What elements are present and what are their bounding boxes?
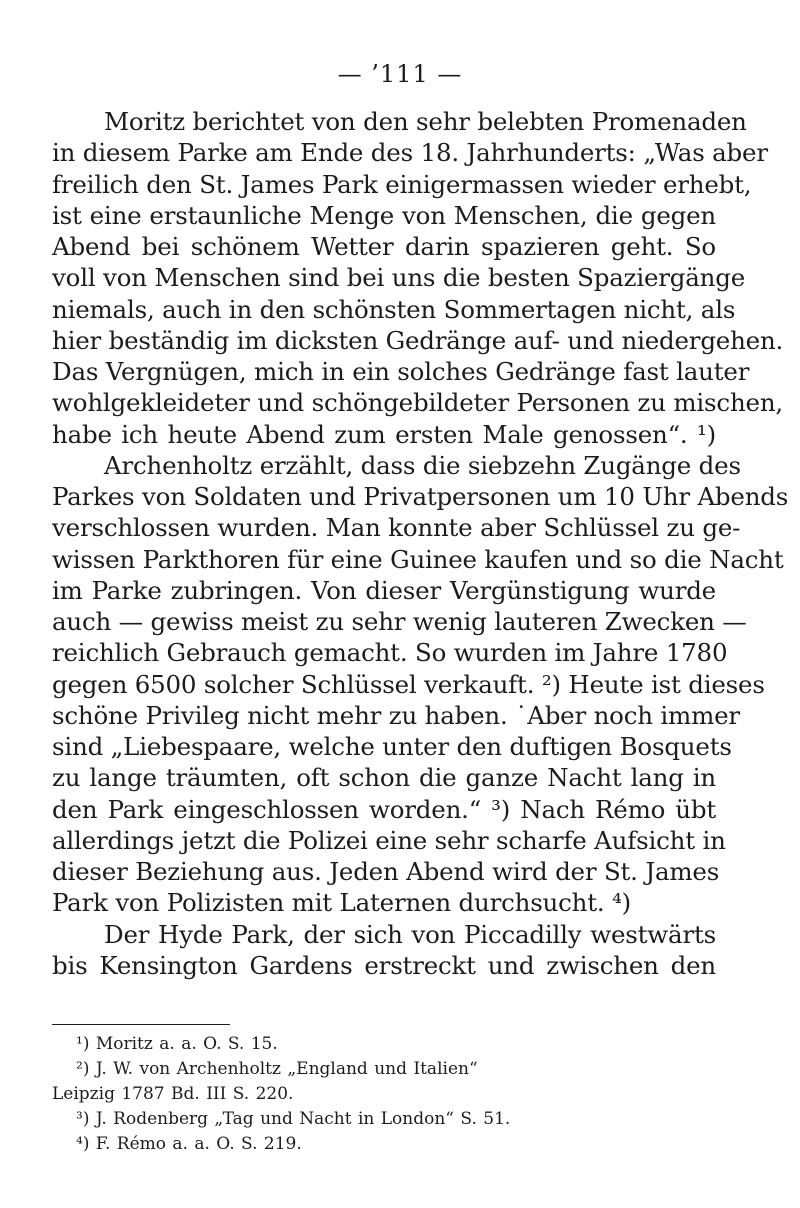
footnote: ¹) Moritz a. a. O. S. 15.: [76, 1034, 278, 1054]
text-line: hier beständig im dicksten Gedränge auf- und niedergehen.: [52, 325, 784, 355]
text-line: wissen Parkthoren für eine Guinee kaufen und so die Nacht: [52, 544, 784, 574]
text-line: ist eine erstaunliche Menge von Menschen, die gegen: [52, 200, 716, 230]
text-line: Parkes von Soldaten und Privatpersonen um 10 Uhr Abends: [52, 482, 789, 511]
text-line: habe ich heute Abend zum ersten Male genossen“. ¹): [52, 419, 716, 449]
text-line: Abend bei schönem Wetter darin spazieren geht. So: [52, 232, 716, 261]
text-line: den Park eingeschlossen worden.“ ³) Nach Rémo übt: [52, 794, 716, 824]
footnote: ⁴) F. Rémo a. a. O. S. 219.: [76, 1134, 302, 1154]
text-line: schöne Privileg nicht mehr zu haben. ˙Aber noch immer: [52, 700, 740, 730]
text-line: reichlich Gebrauch gemacht. So wurden im Jahre 1780: [52, 638, 728, 668]
text-line: gegen 6500 solcher Schlüssel verkauft. ²) Heute ist dieses: [52, 669, 765, 699]
text-line: Moritz berichtet von den sehr belebten Promenaden: [104, 107, 747, 136]
text-line: wohlgekleideter und schöngebildeter Personen zu mischen,: [52, 388, 784, 418]
text-line: Archenholtz erzählt, dass die siebzehn Zugänge des: [104, 450, 741, 480]
text-line: allerdings jetzt die Polizei eine sehr scharfe Aufsicht in: [52, 825, 726, 855]
footnote: ³) J. Rodenberg „Tag und Nacht in London“ S. 51.: [76, 1109, 511, 1129]
text-line: Park von Polizisten mit Laternen durchsucht. ⁴): [52, 888, 632, 918]
text-line: in diesem Parke am Ende des 18. Jahrhunderts: „Was aber: [52, 138, 768, 168]
footnotes: [52, 1032, 752, 1157]
text-line: im Parke zubringen. Von dieser Vergünstigung wurde: [52, 575, 716, 605]
text-line: Das Vergnügen, mich in ein solches Gedränge fast lauter: [52, 357, 750, 386]
text-line: sind „Liebespaare, welche unter den duftigen Bosquets: [52, 732, 732, 761]
footnote-continuation: Leipzig 1787 Bd. III S. 220.: [52, 1084, 294, 1104]
text-line: verschlossen wurden. Man konnte aber Schlüssel zu ge-: [52, 513, 741, 543]
text-line: freilich den St. James Park einigermassen wieder erhebt,: [52, 169, 752, 199]
text-line: niemals, auch in den schönsten Sommertagen nicht, als: [52, 294, 736, 324]
text-line: voll von Menschen sind bei uns die besten Spaziergänge: [52, 263, 746, 293]
footnote: ²) J. W. von Archenholtz „England und Italien“: [76, 1059, 478, 1079]
text-line: bis Kensington Gardens erstreckt und zwischen den: [52, 950, 716, 980]
footnote-divider: [52, 1024, 230, 1025]
text-line: dieser Beziehung aus. Jeden Abend wird der St. James: [52, 857, 720, 886]
text-line: Der Hyde Park, der sich von Piccadilly westwärts: [104, 919, 716, 949]
page-number-header: — ’111 —: [337, 60, 463, 88]
text-line: auch — gewiss meist zu sehr wenig lauteren Zwecken —: [52, 607, 747, 636]
body-text: [52, 106, 789, 981]
text-line: zu lange träumten, oft schon die ganze Nacht lang in: [52, 763, 716, 793]
